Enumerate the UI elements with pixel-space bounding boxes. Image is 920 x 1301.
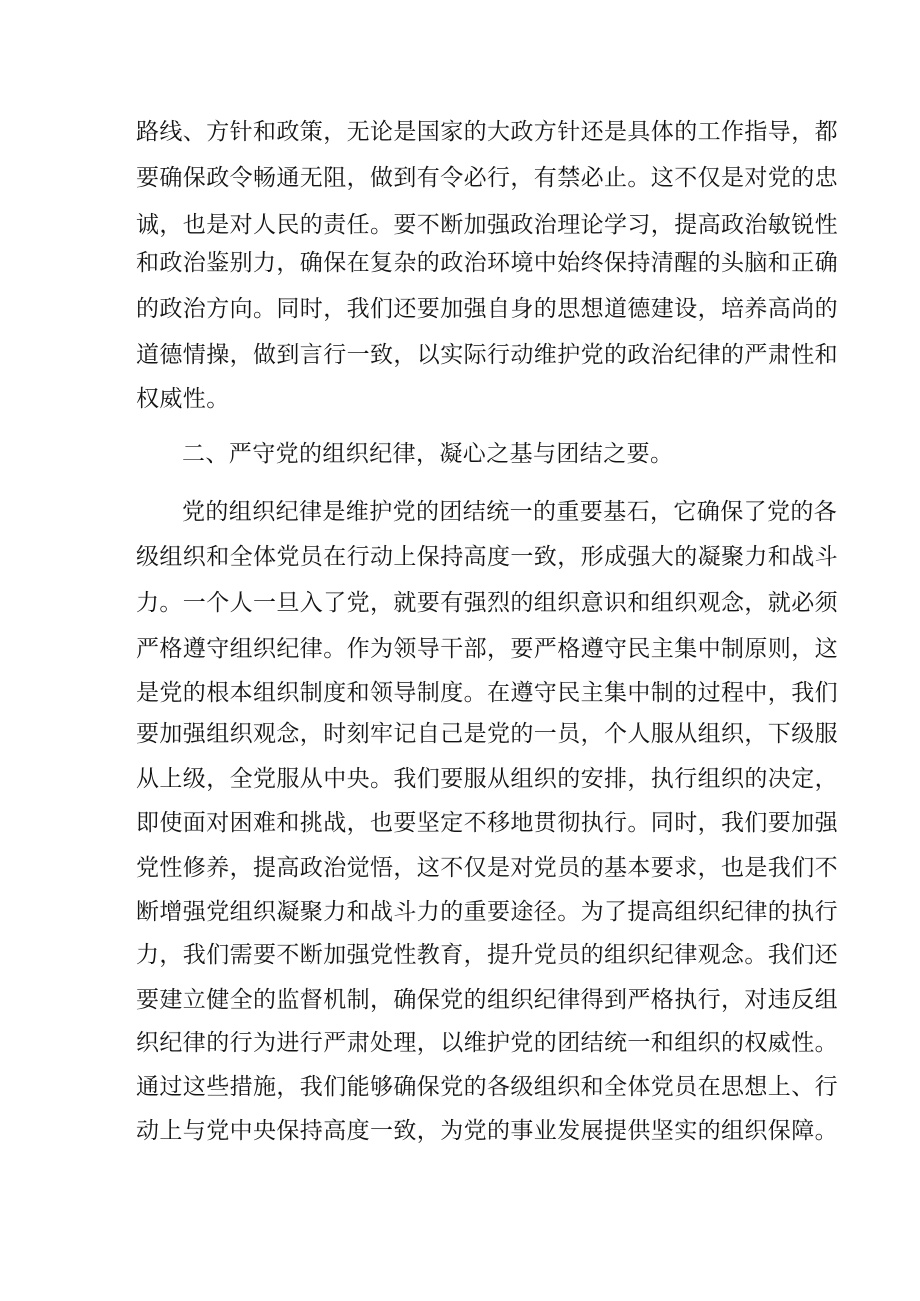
paragraph-2-line: 断增强党组织凝聚力和战斗力的重要途径。为了提高组织纪律的执行 (136, 899, 838, 925)
paragraph-2-line: 动上与党中央保持高度一致，为党的事业发展提供坚实的组织保障。 (136, 1118, 838, 1144)
paragraph-1-line: 权威性。 (136, 386, 230, 412)
paragraph-2-line: 力。一个人一旦入了党，就要有强烈的组织意识和组织观念，就必须 (136, 590, 838, 616)
paragraph-1-line: 道德情操，做到言行一致，以实际行动维护党的政治纪律的严肃性和 (136, 342, 838, 368)
paragraph-1-line: 要确保政令畅通无阻，做到有令必行，有禁必止。这不仅是对党的忠 (136, 165, 838, 191)
paragraph-2-line: 从上级，全党服从中央。我们要服从组织的安排，执行组织的决定， (136, 766, 838, 792)
paragraph-1-line: 诚，也是对人民的责任。要不断加强政治理论学习，提高政治敏锐性 (136, 212, 838, 238)
paragraph-1-line: 路线、方针和政策，无论是国家的大政方针还是具体的工作指导，都 (136, 119, 838, 145)
paragraph-2-line: 通过这些措施，我们能够确保党的各级组织和全体党员在思想上、行 (136, 1074, 838, 1100)
paragraph-2-line: 是党的根本组织制度和领导制度。在遵守民主集中制的过程中，我们 (136, 680, 838, 706)
paragraph-1-line: 的政治方向。同时，我们还要加强自身的思想道德建设，培养高尚的 (136, 296, 838, 322)
paragraph-1-line: 和政治鉴别力，确保在复杂的政治环境中始终保持清醒的头脑和正确 (136, 250, 838, 276)
paragraph-2-line: 严格遵守组织纪律。作为领导干部，要严格遵守民主集中制原则，这 (136, 636, 838, 662)
section-heading-2: 二、严守党的组织纪律，凝心之基与团结之要。 (182, 441, 674, 467)
paragraph-2-line: 要加强组织观念，时刻牢记自己是党的一员，个人服从组织，下级服 (136, 721, 838, 747)
paragraph-2-line: 织纪律的行为进行严肃处理，以维护党的团结统一和组织的权威性。 (136, 1030, 838, 1056)
paragraph-2-line: 力，我们需要不断加强党性教育，提升党员的组织纪律观念。我们还 (136, 942, 838, 968)
paragraph-2-line: 要建立健全的监督机制，确保党的组织纪律得到严格执行，对违反组 (136, 987, 838, 1013)
paragraph-2-line: 即使面对困难和挑战，也要坚定不移地贯彻执行。同时，我们要加强 (136, 810, 838, 836)
paragraph-2-line: 级组织和全体党员在行动上保持高度一致，形成强大的凝聚力和战斗 (136, 544, 838, 570)
paragraph-2-line: 党的组织纪律是维护党的团结统一的重要基石，它确保了党的各 (182, 499, 838, 525)
paragraph-2-line: 党性修养，提高政治觉悟，这不仅是对党员的基本要求，也是我们不 (136, 855, 838, 881)
